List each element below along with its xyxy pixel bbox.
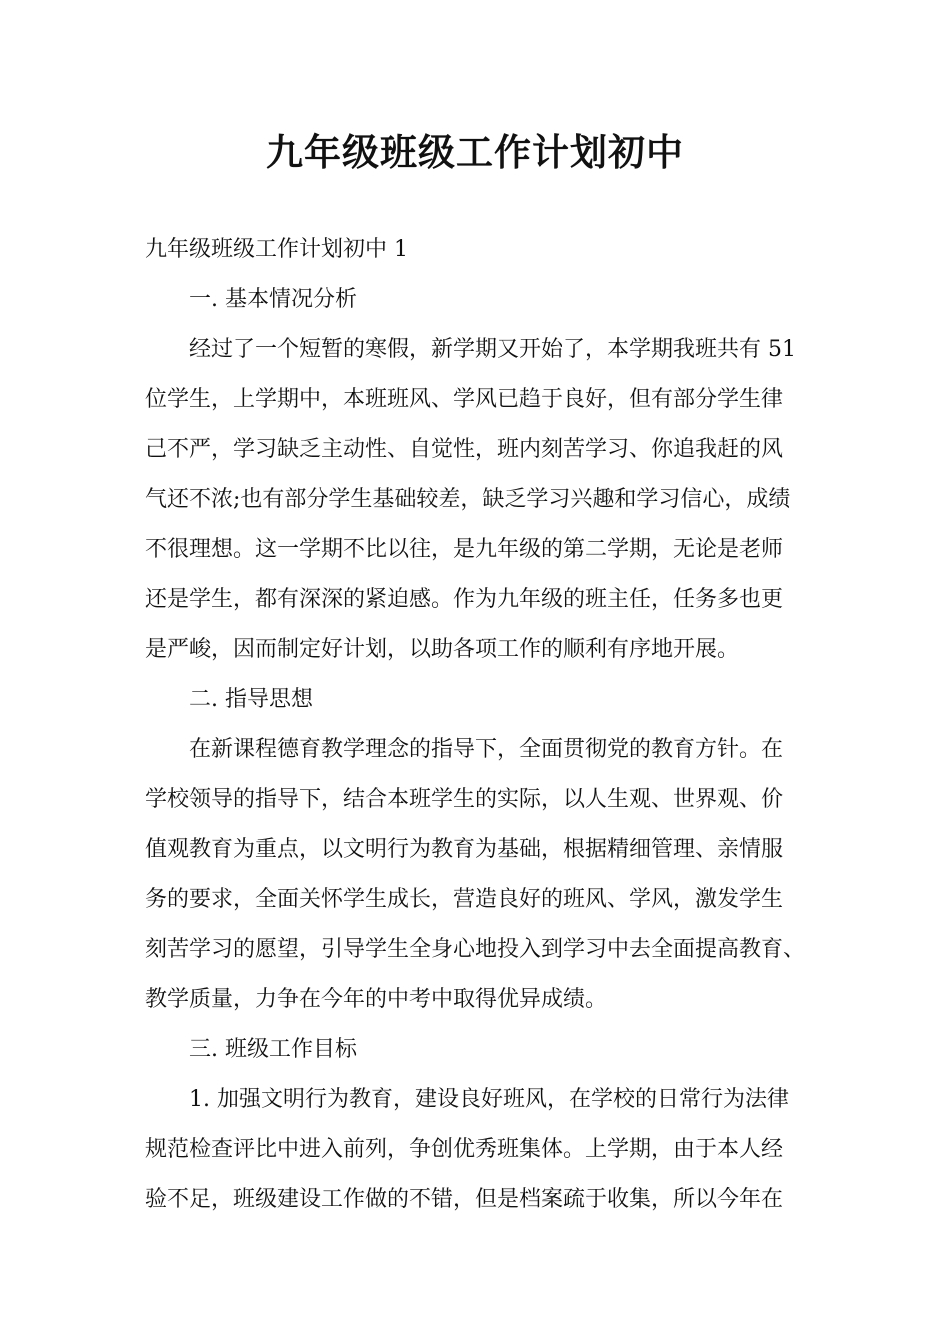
paragraph-line: 值观教育为重点，以文明行为教育为基础，根据精细管理、亲情服 [145, 837, 784, 862]
heading-class-goals: 三. 班级工作目标 [189, 1037, 357, 1062]
paragraph-line: 是严峻，因而制定好计划，以助各项工作的顺利有序地开展。 [145, 637, 740, 662]
paragraph-line: 刻苦学习的愿望，引导学生全身心地投入到学习中去全面提高教育、 [145, 937, 806, 962]
heading-basic-situation: 一. 基本情况分析 [189, 287, 357, 312]
paragraph-line: 经过了一个短暂的寒假，新学期又开始了，本学期我班共有 51 [189, 337, 796, 362]
paragraph-line: 务的要求，全面关怀学生成长，营造良好的班风、学风，激发学生 [145, 887, 784, 912]
paragraph-line: 学校领导的指导下，结合本班学生的实际，以人生观、世界观、价 [145, 787, 784, 812]
paragraph-line: 教学质量，力争在今年的中考中取得优异成绩。 [145, 987, 608, 1012]
paragraph-line: 气还不浓;也有部分学生基础较差，缺乏学习兴趣和学习信心，成绩 [145, 487, 791, 512]
paragraph-line: 1. 加强文明行为教育，建设良好班风，在学校的日常行为法律 [189, 1087, 789, 1112]
paragraph-line: 在新课程德育教学理念的指导下，全面贯彻党的教育方针。在 [189, 737, 784, 762]
paragraph-line: 位学生，上学期中，本班班风、学风已趋于良好，但有部分学生律 [145, 387, 784, 412]
document-title: 九年级班级工作计划初中 [266, 130, 684, 174]
paragraph-line: 验不足，班级建设工作做的不错，但是档案疏于收集，所以今年在 [145, 1187, 784, 1212]
heading-guiding-ideology: 二. 指导思想 [189, 687, 313, 712]
paragraph-line: 己不严，学习缺乏主动性、自觉性，班内刻苦学习、你追我赶的风 [145, 437, 784, 462]
paragraph-line: 规范检查评比中进入前列，争创优秀班集体。上学期，由于本人经 [145, 1137, 784, 1162]
paragraph-line: 不很理想。这一学期不比以往，是九年级的第二学期，无论是老师 [145, 537, 784, 562]
paragraph-line: 还是学生，都有深深的紧迫感。作为九年级的班主任，任务多也更 [145, 587, 784, 612]
section-subtitle: 九年级班级工作计划初中 1 [145, 237, 408, 262]
